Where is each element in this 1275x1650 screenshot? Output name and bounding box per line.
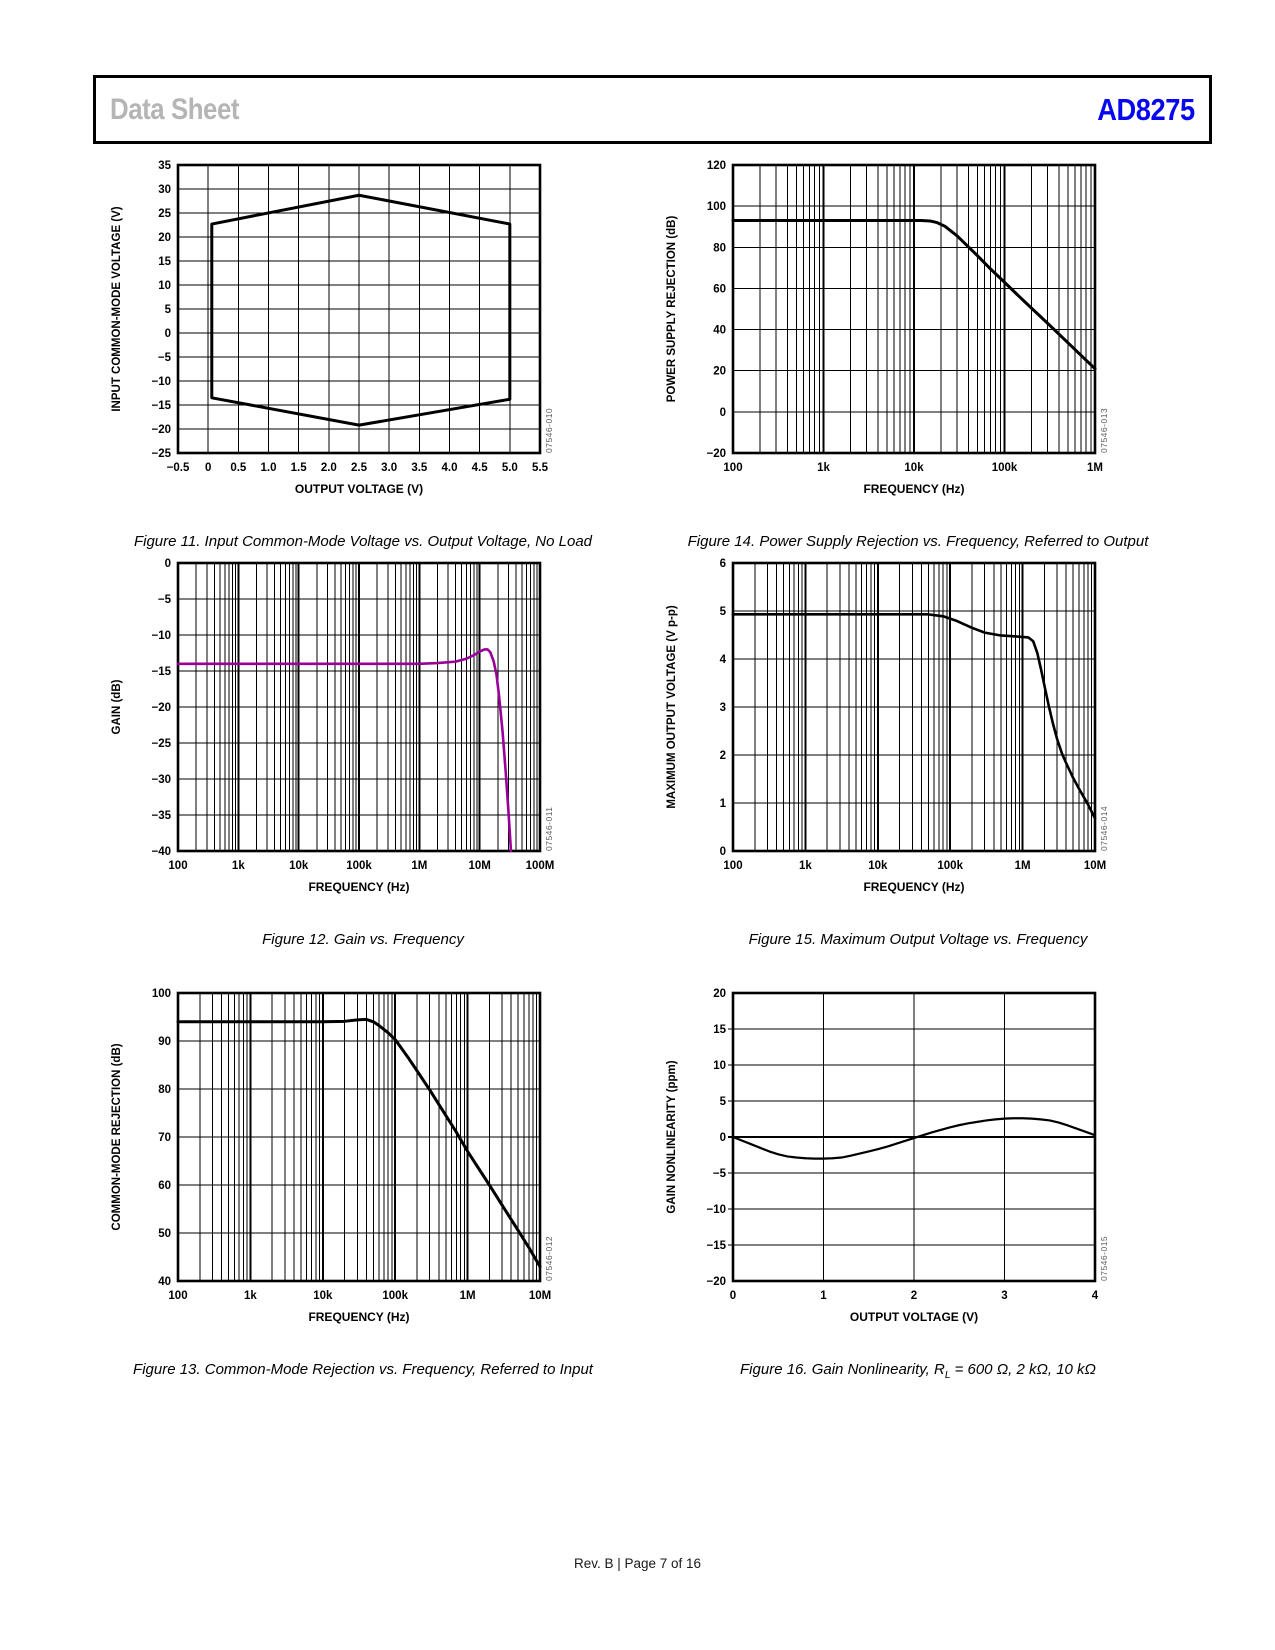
y-axis-label: MAXIMUM OUTPUT VOLTAGE (V p-p) bbox=[666, 605, 678, 809]
x-tick-label: 10k bbox=[313, 1290, 333, 1302]
y-tick-label: −20 bbox=[706, 448, 726, 460]
y-axis-label: POWER SUPPLY REJECTION (dB) bbox=[666, 215, 678, 403]
y-tick-label: −5 bbox=[712, 1168, 726, 1180]
x-tick-label: 0 bbox=[729, 1290, 737, 1302]
x-tick-label: 3 bbox=[1001, 1290, 1008, 1302]
y-tick-label: 0 bbox=[719, 1132, 726, 1144]
x-axis-label: FREQUENCY (Hz) bbox=[308, 1310, 410, 1324]
y-tick-label: −15 bbox=[706, 1240, 726, 1252]
x-axis-label: OUTPUT VOLTAGE (V) bbox=[294, 482, 424, 496]
y-tick-label: 1 bbox=[719, 798, 726, 810]
x-tick-label: 10M bbox=[528, 1290, 552, 1302]
x-tick-label: 100k bbox=[382, 1290, 408, 1302]
curve-cmr bbox=[178, 1019, 540, 1266]
caption-figure-14: Figure 14. Power Supply Rejection vs. Frequency, Referred to Output bbox=[687, 533, 1149, 550]
y-tick-label: −25 bbox=[151, 448, 171, 460]
y-tick-label: 3 bbox=[719, 702, 726, 714]
y-tick-label: −20 bbox=[706, 1276, 726, 1288]
chart-figure-11 bbox=[98, 158, 628, 503]
y-tick-label: 5 bbox=[719, 1096, 726, 1108]
x-tick-label: 0.5 bbox=[230, 462, 247, 474]
watermark-code: 07546-014 bbox=[1099, 805, 1109, 851]
y-tick-label: 0 bbox=[719, 406, 726, 419]
x-tick-label: 2 bbox=[910, 1290, 918, 1302]
y-tick-label: −5 bbox=[157, 594, 171, 606]
x-tick-label: 100 bbox=[723, 860, 743, 872]
x-tick-label: 4.0 bbox=[441, 462, 458, 474]
y-tick-label: 120 bbox=[706, 160, 726, 172]
caption-figure-12: Figure 12. Gain vs. Frequency bbox=[262, 931, 464, 948]
x-axis-label: FREQUENCY (Hz) bbox=[308, 880, 410, 894]
y-tick-label: −10 bbox=[151, 376, 171, 388]
y-tick-label: 60 bbox=[713, 283, 726, 296]
caption-figure-13: Figure 13. Common-Mode Rejection vs. Frequency, Referred to Input bbox=[133, 1361, 593, 1378]
y-axis-label: COMMON-MODE REJECTION (dB) bbox=[111, 1043, 123, 1231]
y-tick-label: 20 bbox=[713, 365, 726, 378]
x-tick-label: 100k bbox=[991, 462, 1018, 474]
x-tick-label: 4 bbox=[1091, 1290, 1099, 1302]
y-tick-label: −10 bbox=[151, 630, 171, 642]
y-tick-label: 80 bbox=[713, 242, 726, 255]
y-tick-label: −40 bbox=[151, 846, 171, 858]
y-axis-label: GAIN (dB) bbox=[111, 679, 123, 735]
x-tick-label: −0.5 bbox=[166, 462, 190, 474]
x-axis-label: OUTPUT VOLTAGE (V) bbox=[849, 1310, 979, 1324]
y-tick-label: 4 bbox=[719, 654, 726, 666]
y-tick-label: −5 bbox=[157, 352, 171, 364]
x-tick-label: 3.5 bbox=[411, 462, 428, 474]
y-tick-label: −15 bbox=[151, 666, 171, 678]
y-tick-label: 90 bbox=[158, 1036, 171, 1048]
watermark-code: 07546-012 bbox=[544, 1235, 554, 1281]
x-tick-label: 1M bbox=[459, 1290, 476, 1302]
curve-max-output-voltage bbox=[733, 614, 1095, 818]
figure-block-figure-16 bbox=[653, 986, 1183, 1381]
x-axis-label: FREQUENCY (Hz) bbox=[863, 880, 965, 894]
y-tick-label: 0 bbox=[164, 328, 171, 340]
x-tick-label: 1M bbox=[1014, 860, 1031, 872]
x-tick-label: 100k bbox=[937, 860, 963, 872]
watermark-code: 07546-011 bbox=[544, 806, 554, 851]
y-tick-label: 15 bbox=[713, 1024, 726, 1036]
chart-figure-16 bbox=[653, 986, 1183, 1331]
y-tick-label: 20 bbox=[713, 988, 726, 1000]
watermark-code: 07546-015 bbox=[1099, 1235, 1109, 1281]
x-tick-label: 10k bbox=[904, 462, 924, 474]
x-tick-label: 1M bbox=[1087, 462, 1103, 474]
header bbox=[93, 75, 1212, 144]
x-tick-label: 1k bbox=[244, 1290, 257, 1302]
figure-block-figure-12 bbox=[98, 556, 628, 948]
chart-figure-13 bbox=[98, 986, 628, 1331]
caption-figure-11: Figure 11. Input Common-Mode Voltage vs. Output Voltage, No Load bbox=[133, 533, 593, 550]
watermark-code: 07546-010 bbox=[544, 407, 554, 453]
y-tick-label: 80 bbox=[158, 1084, 171, 1096]
y-tick-label: 6 bbox=[719, 558, 726, 570]
y-tick-label: 10 bbox=[713, 1060, 726, 1072]
y-tick-label: −30 bbox=[151, 774, 171, 786]
y-tick-label: 70 bbox=[158, 1132, 171, 1144]
x-tick-label: 5.0 bbox=[501, 462, 518, 474]
y-tick-label: 30 bbox=[158, 184, 171, 196]
x-tick-label: 10M bbox=[1083, 860, 1107, 872]
y-tick-label: 5 bbox=[719, 606, 726, 618]
doc-type-label: Data Sheet bbox=[110, 92, 240, 126]
x-tick-label: 2.5 bbox=[351, 462, 367, 474]
x-tick-label: 100 bbox=[168, 1290, 188, 1302]
x-tick-label: 100k bbox=[346, 860, 372, 872]
y-tick-label: 10 bbox=[158, 280, 171, 292]
y-tick-label: 100 bbox=[706, 201, 726, 214]
y-tick-label: −35 bbox=[151, 810, 171, 822]
y-tick-label: −20 bbox=[151, 702, 171, 714]
caption-figure-15: Figure 15. Maximum Output Voltage vs. Frequency bbox=[748, 931, 1088, 948]
x-tick-label: 4.5 bbox=[471, 462, 488, 474]
y-tick-label: 100 bbox=[151, 988, 171, 1000]
watermark-code: 07546-013 bbox=[1099, 407, 1109, 453]
x-tick-label: 1k bbox=[817, 462, 830, 474]
caption-figure-16: Figure 16. Gain Nonlinearity, $R_L = 600$ Ω, 2 kΩ, 10 kΩ bbox=[740, 1361, 1096, 1381]
x-tick-label: 1M bbox=[411, 860, 428, 872]
figure-block-figure-11 bbox=[98, 158, 628, 550]
y-tick-label: 2 bbox=[719, 750, 726, 762]
chart-figure-15 bbox=[653, 556, 1183, 901]
y-tick-label: 5 bbox=[164, 304, 171, 316]
x-tick-label: 10M bbox=[468, 860, 491, 872]
y-tick-label: −15 bbox=[151, 400, 171, 412]
y-axis-label: INPUT COMMON-MODE VOLTAGE (V) bbox=[111, 206, 123, 412]
figure-block-figure-15 bbox=[653, 556, 1183, 948]
y-tick-label: −10 bbox=[706, 1204, 726, 1216]
part-number: AD8275 bbox=[1097, 91, 1195, 127]
page-footer: Rev. B | Page 7 of 16 bbox=[573, 1556, 702, 1571]
y-axis-label: GAIN NONLINEARITY (ppm) bbox=[666, 1060, 678, 1214]
x-tick-label: 1.0 bbox=[260, 462, 277, 474]
x-axis-label: FREQUENCY (Hz) bbox=[863, 482, 965, 496]
curve-input-common-mode-range bbox=[212, 195, 510, 425]
x-tick-label: 1k bbox=[799, 860, 812, 872]
figure-block-figure-13 bbox=[98, 986, 628, 1378]
y-tick-label: 25 bbox=[158, 208, 171, 220]
y-tick-label: 15 bbox=[158, 256, 171, 268]
x-tick-label: 0 bbox=[204, 462, 212, 474]
x-tick-label: 100 bbox=[168, 860, 188, 872]
x-tick-label: 3.0 bbox=[381, 462, 398, 474]
y-tick-label: 0 bbox=[164, 558, 171, 570]
x-tick-label: 1 bbox=[820, 1290, 827, 1302]
y-tick-label: 0 bbox=[719, 846, 726, 858]
chart-figure-14 bbox=[653, 158, 1183, 503]
y-tick-label: 60 bbox=[158, 1180, 171, 1192]
x-tick-label: 100 bbox=[723, 462, 743, 474]
y-tick-label: 35 bbox=[158, 160, 171, 172]
x-tick-label: 5.5 bbox=[532, 462, 548, 474]
chart-figure-12 bbox=[98, 556, 628, 901]
y-tick-label: 20 bbox=[158, 232, 171, 244]
x-tick-label: 100M bbox=[525, 860, 555, 872]
y-tick-label: −25 bbox=[151, 738, 171, 750]
y-tick-label: 40 bbox=[158, 1276, 171, 1288]
x-tick-label: 10k bbox=[289, 860, 309, 872]
y-tick-label: 40 bbox=[713, 324, 726, 337]
x-tick-label: 2.0 bbox=[320, 462, 337, 474]
figure-block-figure-14 bbox=[653, 158, 1183, 550]
y-tick-label: 50 bbox=[158, 1228, 171, 1240]
y-tick-label: −20 bbox=[151, 424, 171, 436]
x-tick-label: 10k bbox=[868, 860, 888, 872]
x-tick-label: 1.5 bbox=[290, 462, 307, 474]
x-tick-label: 1k bbox=[231, 860, 245, 872]
